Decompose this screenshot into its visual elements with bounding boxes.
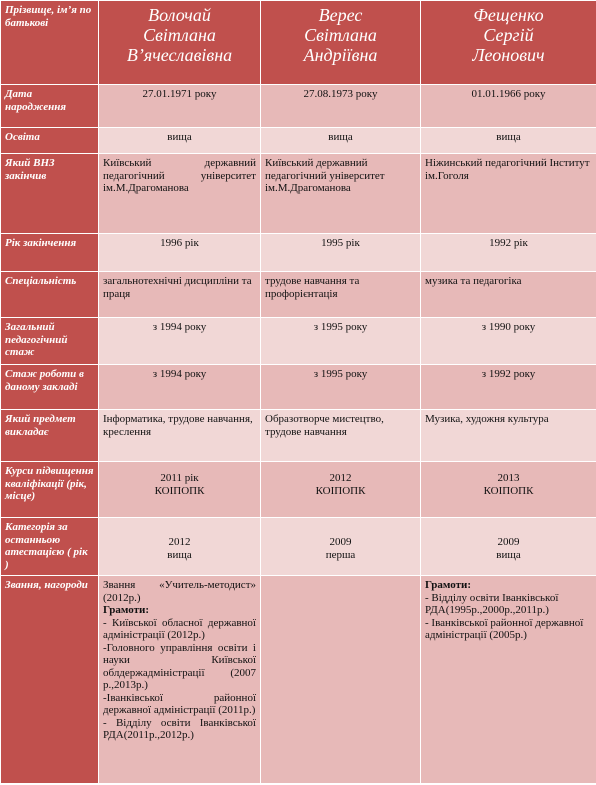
category-2-value: перша bbox=[325, 548, 356, 561]
row-total-experience bbox=[1, 318, 596, 365]
label-specialty: Спеціальність bbox=[1, 272, 99, 318]
cell-university-2: Київський державний педагогічний університет ім.М.Драгоманова bbox=[261, 154, 421, 234]
person-1-surname: Волочай bbox=[148, 5, 211, 25]
row-university bbox=[1, 154, 596, 234]
cell-specialty-1: загальнотехнічні дисципліни та праця bbox=[99, 272, 261, 318]
label-education: Освіта bbox=[1, 128, 99, 154]
cell-courses-1 bbox=[99, 462, 261, 518]
row-education bbox=[1, 128, 596, 154]
courses-2-year: 2012 bbox=[329, 472, 352, 484]
cell-titles-2 bbox=[261, 576, 421, 784]
cell-total-experience-2: з 1995 року bbox=[261, 318, 421, 365]
label-university: Який ВНЗ закінчив bbox=[1, 154, 99, 234]
cell-category-3 bbox=[421, 518, 596, 576]
cell-total-experience-1: з 1994 року bbox=[99, 318, 261, 365]
label-titles: Звання, нагороди bbox=[1, 576, 99, 784]
row-titles bbox=[1, 576, 596, 784]
person-2-patronymic: Андріївна bbox=[303, 45, 378, 65]
cell-university-3: Ніжинський педагогічний Інститут ім.Гоголя bbox=[421, 154, 596, 234]
titles-1-awards-head: Грамоти: bbox=[103, 604, 150, 616]
cell-local-experience-1: з 1994 року bbox=[99, 365, 261, 410]
courses-2-place: КОІПОПК bbox=[315, 484, 366, 497]
cell-grad-year-3: 1992 рік bbox=[421, 234, 596, 272]
cell-subject-2: Образотворче мистецтво, трудове навчання bbox=[261, 410, 421, 462]
cell-birth-2: 27.08.1973 року bbox=[261, 85, 421, 128]
row-subject bbox=[1, 410, 596, 462]
cell-education-1: вища bbox=[99, 128, 261, 154]
cell-specialty-3: музика та педагогіка bbox=[421, 272, 596, 318]
row-local-experience bbox=[1, 365, 596, 410]
category-2-year: 2009 bbox=[329, 536, 352, 548]
row-specialty bbox=[1, 272, 596, 318]
category-3-value: вища bbox=[496, 548, 521, 561]
header-label: Прізвище, ім’я по батькові bbox=[1, 1, 99, 85]
person-name-2 bbox=[261, 1, 421, 85]
person-name-3 bbox=[421, 1, 596, 85]
label-local-experience: Стаж роботи в даному закладі bbox=[1, 365, 99, 410]
row-grad-year bbox=[1, 234, 596, 272]
header-row bbox=[1, 1, 596, 85]
cell-courses-2 bbox=[261, 462, 421, 518]
titles-3-award-item: - Відділу освіти Іванківської РДА(1995р.,2000р.,2011р.) bbox=[425, 591, 559, 616]
person-name-1 bbox=[99, 1, 261, 85]
titles-1-award-item: -Іванківської районної державної адміністрації (2011р.) bbox=[103, 691, 256, 716]
label-grad-year: Рік закінчення bbox=[1, 234, 99, 272]
category-3-year: 2009 bbox=[497, 536, 520, 548]
cell-titles-3 bbox=[421, 576, 596, 784]
cell-education-2: вища bbox=[261, 128, 421, 154]
person-2-first-name: Світлана bbox=[304, 25, 377, 45]
cell-birth-3: 01.01.1966 року bbox=[421, 85, 596, 128]
label-birth: Дата народження bbox=[1, 85, 99, 128]
courses-3-year: 2013 bbox=[497, 472, 520, 484]
cell-grad-year-1: 1996 рік bbox=[99, 234, 261, 272]
row-courses bbox=[1, 462, 596, 518]
titles-3-awards-head: Грамоти: bbox=[425, 579, 472, 591]
cell-subject-1: Інформатика, трудове навчання, креслення bbox=[99, 410, 261, 462]
person-2-surname: Верес bbox=[318, 5, 363, 25]
cell-university-1: Київський державний педагогічний університет ім.М.Драгоманова bbox=[99, 154, 261, 234]
cell-category-1 bbox=[99, 518, 261, 576]
cell-local-experience-3: з 1992 року bbox=[421, 365, 596, 410]
cell-education-3: вища bbox=[421, 128, 596, 154]
person-1-patronymic: В’ячеславівна bbox=[126, 45, 233, 65]
row-category bbox=[1, 518, 596, 576]
category-1-value: вища bbox=[167, 548, 192, 561]
label-courses: Курси підвищення кваліфікації (рік, місце) bbox=[1, 462, 99, 518]
category-1-year: 2012 bbox=[168, 536, 191, 548]
label-subject: Який предмет викладає bbox=[1, 410, 99, 462]
cell-local-experience-2: з 1995 року bbox=[261, 365, 421, 410]
cell-courses-3 bbox=[421, 462, 596, 518]
courses-1-year: 2011 рік bbox=[160, 472, 199, 484]
titles-1-award-item: -Головного управління освіти і науки Київської облдержадміністрації (2007 р.,2013р.) bbox=[103, 641, 256, 691]
titles-1-award-item: - Відділу освіти Іванківської РДА(2011р.,2012р.) bbox=[103, 716, 256, 741]
row-birth bbox=[1, 85, 596, 128]
titles-1-rank: Звання «Учитель-методист» (2012р.) bbox=[103, 579, 256, 604]
courses-1-place: КОІПОПК bbox=[154, 484, 205, 497]
cell-birth-1: 27.01.1971 року bbox=[99, 85, 261, 128]
label-total-experience: Загальний педагогічний стаж bbox=[1, 318, 99, 365]
cell-grad-year-2: 1995 рік bbox=[261, 234, 421, 272]
titles-3-award-item: - Іванківської районної державної адміністрації (2005р.) bbox=[425, 616, 584, 641]
cell-specialty-2: трудове навчання та профорієнтація bbox=[261, 272, 421, 318]
person-3-first-name: Сергій bbox=[483, 25, 534, 45]
cell-subject-3: Музика, художня культура bbox=[421, 410, 596, 462]
courses-3-place: КОІПОПК bbox=[483, 484, 534, 497]
cell-total-experience-3: з 1990 року bbox=[421, 318, 596, 365]
cell-category-2 bbox=[261, 518, 421, 576]
cell-titles-1 bbox=[99, 576, 261, 784]
person-1-first-name: Світлана bbox=[143, 25, 216, 45]
label-category: Категорія за останньою атестацією ( рік ) bbox=[1, 518, 99, 576]
titles-1-award-item: - Київської обласної державної адміністрації (2012р.) bbox=[103, 616, 256, 641]
person-3-surname: Фещенко bbox=[473, 5, 544, 25]
person-3-patronymic: Леонович bbox=[472, 45, 545, 65]
